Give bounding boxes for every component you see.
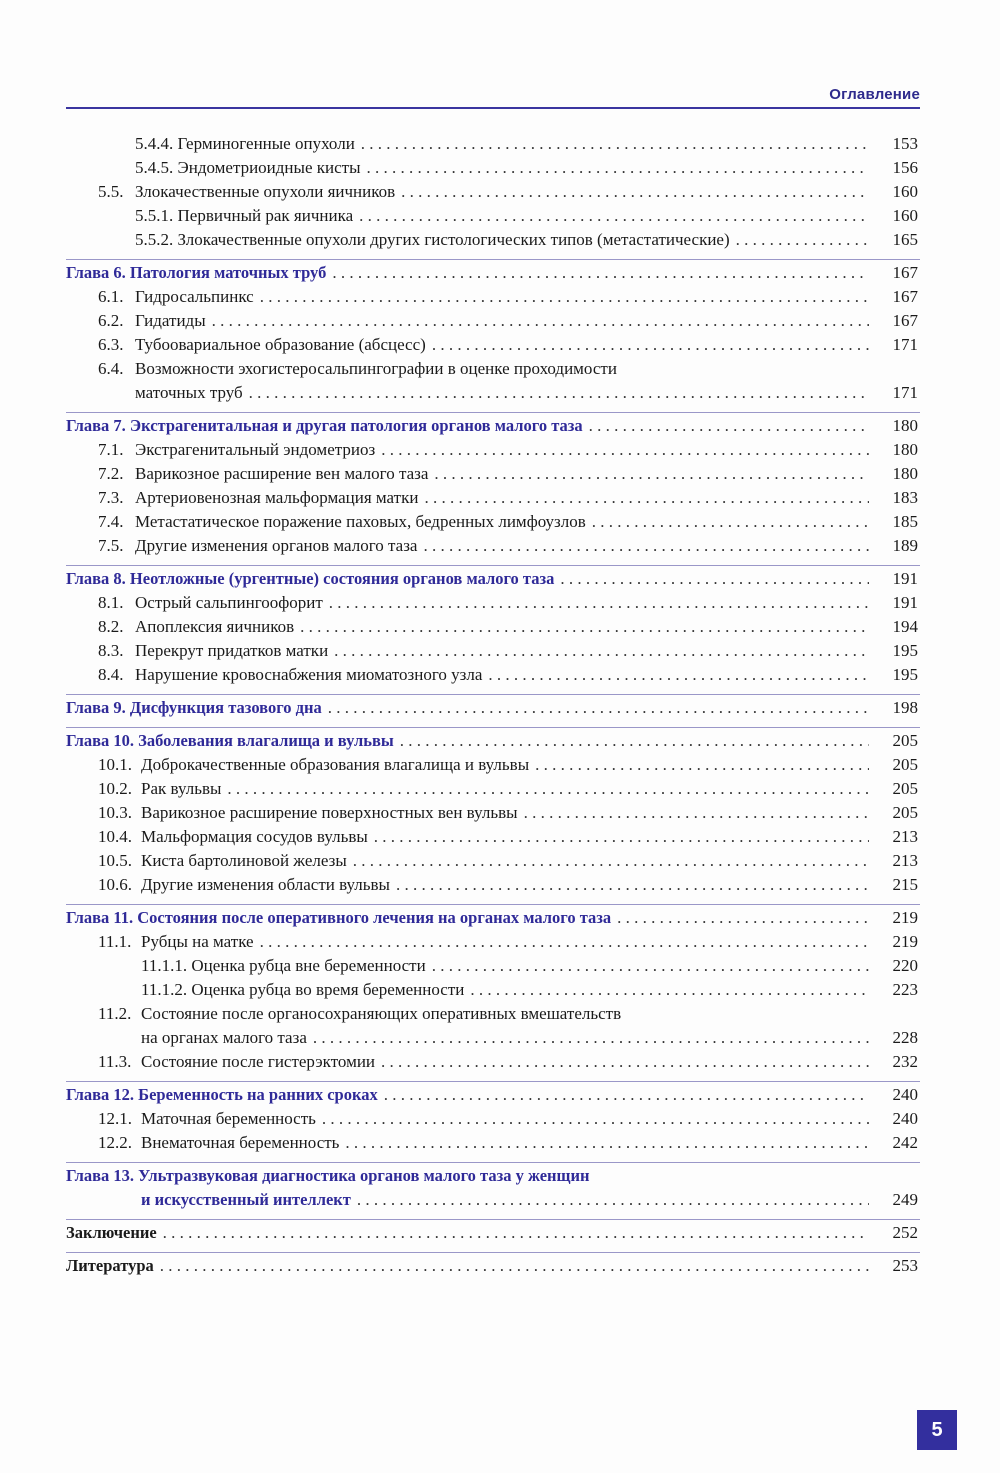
section-divider — [66, 1219, 920, 1220]
entry-title: Состояние после органосохраняющих оперативных вмешательств — [141, 1004, 622, 1023]
entry-title: Другие изменения органов малого таза — [135, 536, 418, 555]
entry-number: 8.3. — [98, 641, 124, 660]
entry-page: 185 — [892, 512, 918, 531]
toc-entry[interactable] — [0, 1131, 1000, 1155]
entry-page: 219 — [892, 932, 918, 951]
entry-page: 240 — [892, 1109, 918, 1128]
leader-dots — [381, 1050, 869, 1074]
entry-title: 5.4.5. Эндометриоидные кисты — [135, 158, 361, 177]
leader-dots — [488, 663, 869, 687]
entry-number: 6.3. — [98, 335, 124, 354]
section-divider — [66, 412, 920, 413]
entry-title: Киста бартолиновой железы — [141, 851, 347, 870]
toc-entry[interactable] — [0, 615, 1000, 639]
toc-entry[interactable] — [0, 228, 1000, 252]
entry-page: 171 — [892, 383, 918, 402]
leader-dots — [300, 615, 869, 639]
entry-page: 167 — [892, 287, 918, 306]
entry-title: Апоплексия яичников — [135, 617, 295, 636]
entry-page: 213 — [892, 851, 918, 870]
section-divider — [66, 1162, 920, 1163]
leader-dots — [524, 801, 869, 825]
entry-title: Экстрагенитальный эндометриоз — [135, 440, 376, 459]
section-divider — [66, 694, 920, 695]
entry-page: 205 — [892, 731, 918, 750]
entry-page: 240 — [892, 1085, 918, 1104]
entry-title: Артериовенозная мальформация матки — [135, 488, 419, 507]
entry-number: 10.1. — [98, 755, 132, 774]
leader-dots — [212, 309, 869, 333]
entry-title: Состояние после гистерэктомии — [141, 1052, 376, 1071]
entry-title: Острый сальпингоофорит — [135, 593, 323, 612]
entry-title: Гидатиды — [135, 311, 206, 330]
toc-entry[interactable] — [0, 486, 1000, 510]
entry-number: 8.4. — [98, 665, 124, 684]
entry-title: на органах малого таза — [141, 1028, 307, 1047]
entry-page: 160 — [892, 206, 918, 225]
entry-page: 160 — [892, 182, 918, 201]
toc-entry[interactable] — [0, 777, 1000, 801]
entry-number: 7.5. — [98, 536, 124, 555]
leader-dots — [361, 132, 869, 156]
toc-entry[interactable] — [0, 639, 1000, 663]
leader-dots — [400, 729, 869, 753]
entry-number: 11.3. — [98, 1052, 132, 1071]
toc-entry[interactable] — [0, 357, 1000, 381]
entry-number: 10.3. — [98, 803, 132, 822]
entry-page: 220 — [892, 956, 918, 975]
leader-dots — [401, 180, 869, 204]
entry-page: 213 — [892, 827, 918, 846]
chapter-title: Глава 7. Экстрагенитальная и другая патология органов малого таза — [66, 416, 583, 435]
leader-dots — [592, 510, 869, 534]
toc-chapter[interactable] — [0, 1221, 1000, 1245]
section-divider — [66, 1081, 920, 1082]
leader-dots — [357, 1188, 869, 1212]
entry-page: 180 — [892, 416, 918, 435]
entry-number: 7.3. — [98, 488, 124, 507]
entry-number: 6.2. — [98, 311, 124, 330]
entry-page: 156 — [892, 158, 918, 177]
entry-number: 11.2. — [98, 1004, 132, 1023]
toc-entry[interactable] — [0, 930, 1000, 954]
toc-entry[interactable] — [0, 156, 1000, 180]
entry-page: 167 — [892, 311, 918, 330]
section-divider — [66, 1252, 920, 1253]
entry-page: 191 — [892, 569, 918, 588]
entry-page: 205 — [892, 779, 918, 798]
leader-dots — [260, 930, 869, 954]
leader-dots — [227, 777, 869, 801]
entry-number: 8.2. — [98, 617, 124, 636]
entry-title: Мальформация сосудов вульвы — [141, 827, 368, 846]
toc-entry[interactable] — [0, 462, 1000, 486]
leader-dots — [434, 462, 869, 486]
entry-number: 6.4. — [98, 359, 124, 378]
leader-dots — [396, 873, 869, 897]
leader-dots — [423, 534, 869, 558]
section-divider — [66, 565, 920, 566]
entry-title: 5.5.2. Злокачественные опухоли других гистологических типов (метастатические) — [135, 230, 730, 249]
toc-chapter[interactable] — [0, 1083, 1000, 1107]
entry-title: 5.4.4. Герминогенные опухоли — [135, 134, 355, 153]
entry-page: 232 — [892, 1052, 918, 1071]
leader-dots — [313, 1026, 869, 1050]
chapter-title: Глава 9. Дисфункция тазового дна — [66, 698, 322, 717]
entry-title: Возможности эхогистеросальпингографии в оценке проходимости — [135, 359, 617, 378]
entry-page: 253 — [892, 1256, 918, 1275]
entry-title: Нарушение кровоснабжения миоматозного узла — [135, 665, 483, 684]
entry-page: 252 — [892, 1223, 918, 1242]
entry-page: 205 — [892, 755, 918, 774]
section-divider — [66, 904, 920, 905]
toc-entry[interactable] — [0, 285, 1000, 309]
entry-page: 195 — [892, 665, 918, 684]
entry-number: 11.1. — [98, 932, 132, 951]
leader-dots — [424, 486, 869, 510]
entry-page: 228 — [892, 1028, 918, 1047]
entry-title: 11.1.1. Оценка рубца вне беременности — [141, 956, 426, 975]
leader-dots — [160, 1254, 869, 1278]
leader-dots — [384, 1083, 869, 1107]
entry-page: 167 — [892, 263, 918, 282]
toc-entry[interactable] — [0, 978, 1000, 1002]
leader-dots — [470, 978, 869, 1002]
entry-number: 10.4. — [98, 827, 132, 846]
entry-page: 189 — [892, 536, 918, 555]
toc-chapter[interactable] — [0, 567, 1000, 591]
leader-dots — [329, 591, 869, 615]
entry-title: Варикозное расширение поверхностных вен вульвы — [141, 803, 518, 822]
toc-entry[interactable] — [0, 873, 1000, 897]
entry-number: 10.6. — [98, 875, 132, 894]
literature-title: Литература — [66, 1256, 154, 1275]
toc-entry[interactable] — [0, 534, 1000, 558]
toc-entry[interactable] — [0, 954, 1000, 978]
entry-title: Перекрут придатков матки — [135, 641, 329, 660]
leader-dots — [617, 906, 869, 930]
entry-page: 215 — [892, 875, 918, 894]
entry-page: 153 — [892, 134, 918, 153]
leader-dots — [374, 825, 869, 849]
section-divider — [66, 259, 920, 260]
entry-title: Рак вульвы — [141, 779, 222, 798]
entry-number: 8.1. — [98, 593, 124, 612]
toc-entry-continuation[interactable] — [0, 381, 1000, 405]
toc-entry[interactable] — [0, 333, 1000, 357]
leader-dots — [334, 639, 869, 663]
leader-dots — [328, 696, 869, 720]
chapter-title: Глава 8. Неотложные (ургентные) состояния органов малого таза — [66, 569, 555, 588]
entry-page: 171 — [892, 335, 918, 354]
leader-dots — [332, 261, 869, 285]
entry-number: 6.1. — [98, 287, 124, 306]
toc-entry[interactable] — [0, 825, 1000, 849]
entry-page: 242 — [892, 1133, 918, 1152]
toc-entry[interactable] — [0, 132, 1000, 156]
toc-entry[interactable] — [0, 591, 1000, 615]
leader-dots — [345, 1131, 869, 1155]
entry-page: 180 — [892, 464, 918, 483]
entry-title: Тубоовариальное образование (абсцесс) — [135, 335, 426, 354]
entry-title: Маточная беременность — [141, 1109, 316, 1128]
toc-entry[interactable] — [0, 309, 1000, 333]
running-header — [66, 84, 920, 106]
leader-dots — [589, 414, 869, 438]
entry-number: 7.2. — [98, 464, 124, 483]
entry-number: 10.2. — [98, 779, 132, 798]
entry-page: 194 — [892, 617, 918, 636]
entry-number: 5.5. — [98, 182, 124, 201]
leader-dots — [249, 381, 869, 405]
leader-dots — [163, 1221, 869, 1245]
entry-title: Рубцы на матке — [141, 932, 254, 951]
entry-title: 11.1.2. Оценка рубца во время беременности — [141, 980, 465, 999]
toc-entry[interactable] — [0, 438, 1000, 462]
entry-page: 180 — [892, 440, 918, 459]
toc-chapter[interactable] — [0, 696, 1000, 720]
leader-dots — [260, 285, 869, 309]
entry-page: 219 — [892, 908, 918, 927]
toc-entry[interactable] — [0, 510, 1000, 534]
chapter-title: Глава 13. Ультразвуковая диагностика органов малого таза у женщин — [66, 1166, 590, 1185]
toc-entry[interactable] — [0, 849, 1000, 873]
entry-title: маточных труб — [135, 383, 243, 402]
leader-dots — [322, 1107, 869, 1131]
toc-entry[interactable] — [0, 180, 1000, 204]
entry-page: 165 — [892, 230, 918, 249]
toc-entry[interactable] — [0, 1107, 1000, 1131]
leader-dots — [381, 438, 869, 462]
header-rule — [66, 107, 920, 109]
entry-title: Метастатическое поражение паховых, бедренных лимфоузлов — [135, 512, 586, 531]
chapter-title: Глава 10. Заболевания влагалища и вульвы — [66, 731, 394, 750]
header-title: Оглавление — [829, 86, 920, 103]
leader-dots — [736, 228, 869, 252]
toc-entry[interactable] — [0, 801, 1000, 825]
chapter-title: Глава 6. Патология маточных труб — [66, 263, 327, 282]
toc-entry[interactable] — [0, 1050, 1000, 1074]
toc-chapter[interactable] — [0, 1254, 1000, 1278]
entry-number: 7.1. — [98, 440, 124, 459]
leader-dots — [367, 156, 870, 180]
entry-number: 7.4. — [98, 512, 124, 531]
leader-dots — [432, 333, 869, 357]
entry-title: Гидросальпинкс — [135, 287, 254, 306]
entry-title: 5.5.1. Первичный рак яичника — [135, 206, 354, 225]
chapter-title: Глава 11. Состояния после оперативного лечения на органах малого таза — [66, 908, 612, 927]
entry-title: Другие изменения области вульвы — [141, 875, 390, 894]
toc-chapter[interactable] — [0, 414, 1000, 438]
toc-entry[interactable] — [0, 753, 1000, 777]
toc-entry-continuation[interactable] — [0, 1026, 1000, 1050]
toc-chapter[interactable] — [0, 1164, 1000, 1188]
chapter-title: и искусственный интеллект — [141, 1190, 351, 1209]
leader-dots — [353, 849, 869, 873]
entry-number: 10.5. — [98, 851, 132, 870]
leader-dots — [535, 753, 869, 777]
leader-dots — [432, 954, 869, 978]
entry-title: Доброкачественные образования влагалища и вульвы — [141, 755, 530, 774]
leader-dots — [560, 567, 869, 591]
entry-title: Варикозное расширение вен малого таза — [135, 464, 429, 483]
entry-number: 12.2. — [98, 1133, 132, 1152]
section-divider — [66, 727, 920, 728]
toc-entry[interactable] — [0, 663, 1000, 687]
toc-entry[interactable] — [0, 1002, 1000, 1026]
toc-chapter[interactable] — [0, 261, 1000, 285]
entry-page: 205 — [892, 803, 918, 822]
entry-title: Злокачественные опухоли яичников — [135, 182, 396, 201]
leader-dots — [359, 204, 869, 228]
toc-chapter[interactable] — [0, 729, 1000, 753]
entry-page: 191 — [892, 593, 918, 612]
page-number-badge: 5 — [917, 1410, 957, 1450]
toc-entry[interactable] — [0, 204, 1000, 228]
chapter-title: Глава 12. Беременность на ранних сроках — [66, 1085, 378, 1104]
entry-page: 198 — [892, 698, 918, 717]
entry-number: 12.1. — [98, 1109, 132, 1128]
entry-page: 183 — [892, 488, 918, 507]
conclusion-title: Заключение — [66, 1223, 157, 1242]
entry-page: 249 — [892, 1190, 918, 1209]
entry-page: 195 — [892, 641, 918, 660]
toc-chapter[interactable] — [0, 906, 1000, 930]
entry-title: Внематочная беременность — [141, 1133, 340, 1152]
entry-page: 223 — [892, 980, 918, 999]
toc-chapter-continuation[interactable] — [0, 1188, 1000, 1212]
